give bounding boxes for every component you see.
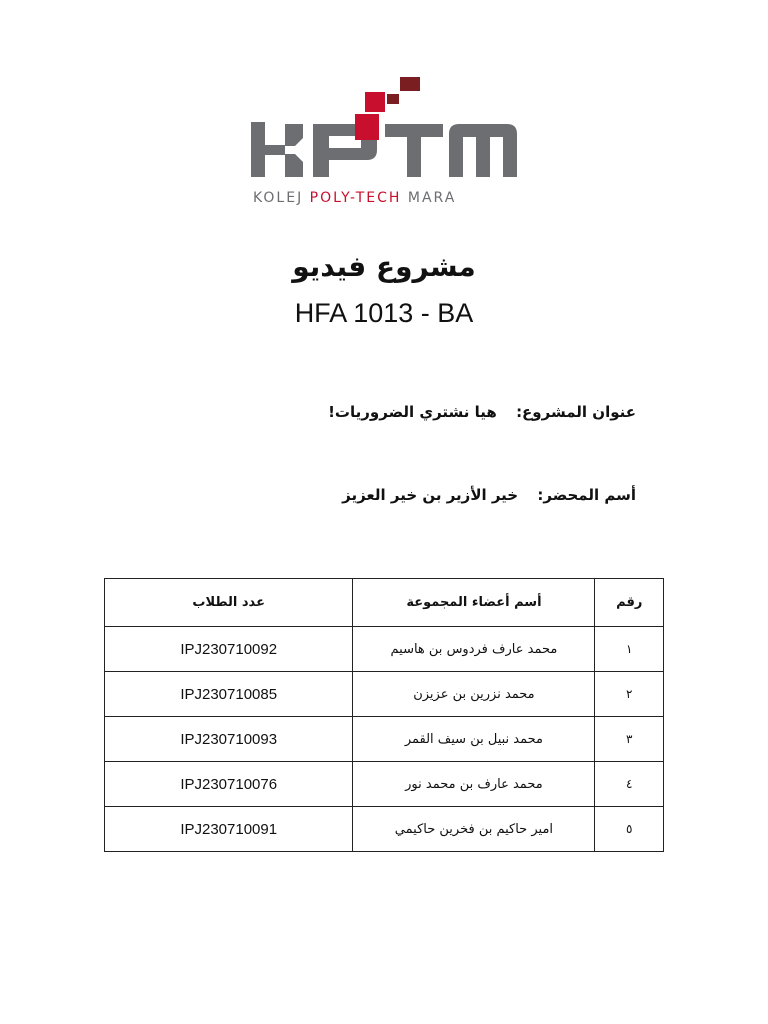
logo-letter-m	[449, 124, 517, 177]
table-row	[105, 672, 664, 717]
student-id: IPJ230710092	[105, 627, 353, 672]
row-number: ٣	[595, 717, 664, 762]
lecturer-value: خير الأزير بن خير العزيز	[342, 486, 519, 504]
logo-letter-k-upper	[285, 124, 303, 146]
logo-letter-k-stem	[251, 122, 265, 177]
student-id: IPJ230710085	[105, 672, 353, 717]
course-code: HFA 1013 - BA	[294, 298, 474, 328]
lecturer-label: أسم المحضر:	[537, 486, 636, 504]
student-id: IPJ230710091	[105, 807, 353, 852]
table-row	[105, 762, 664, 807]
kptm-logo-graphic	[245, 72, 525, 207]
table-row	[105, 807, 664, 852]
member-name: محمد نزرين بن عزيزن	[353, 672, 595, 717]
project-title-label: عنوان المشروع:	[516, 403, 636, 421]
row-number: ٤	[595, 762, 664, 807]
logo-square-dark	[400, 77, 420, 91]
table-header-row	[105, 579, 664, 627]
row-number: ٥	[595, 807, 664, 852]
logo-square-red-p	[355, 114, 379, 140]
kptm-logo	[245, 72, 525, 207]
table-row	[105, 627, 664, 672]
header-number: رقم	[595, 579, 664, 627]
logo-letter-k-lower	[285, 154, 303, 177]
row-number: ٢	[595, 672, 664, 717]
group-members-table	[104, 578, 664, 852]
logo-tagline: KOLEJ POLY-TECH MARA	[253, 190, 457, 206]
logo-square-small	[387, 94, 399, 104]
table-row	[105, 717, 664, 762]
student-id: IPJ230710076	[105, 762, 353, 807]
project-title-value: هيا نشتري الضروريات!	[328, 403, 497, 421]
logo-letter-t-stem	[407, 137, 421, 177]
lecturer-row	[342, 486, 636, 504]
member-name: محمد عارف فردوس بن هاسيم	[353, 627, 595, 672]
header-student-id: عدد الطلاب	[105, 579, 353, 627]
member-name: محمد نبيل بن سيف القمر	[353, 717, 595, 762]
row-number: ١	[595, 627, 664, 672]
logo-letter-t-bar	[385, 124, 443, 137]
logo-square-red-top	[365, 92, 385, 112]
header-member-name: أسم أعضاء المجموعة	[353, 579, 595, 627]
project-title-row	[328, 403, 636, 421]
logo-letter-k-bar	[265, 145, 285, 155]
document-title-arabic: مشروع فيديو	[292, 250, 476, 283]
member-name: امير حاكيم بن فخرين حاكيمي	[353, 807, 595, 852]
member-name: محمد عارف بن محمد نور	[353, 762, 595, 807]
student-id: IPJ230710093	[105, 717, 353, 762]
